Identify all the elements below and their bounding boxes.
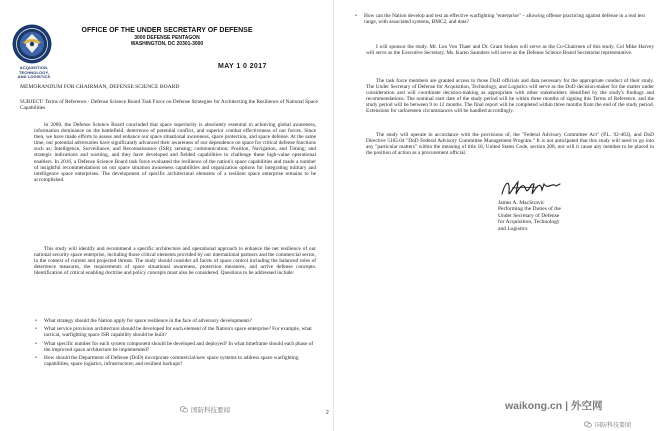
seal-caption-line: ACQUISITION, — [19, 65, 49, 70]
questions-list — [34, 318, 316, 369]
bullet-icon: • — [35, 355, 37, 362]
memo-subject: SUBJECT: Terms of Reference - Defense Science Board Task Force on Defense Strategies for Architecting the Resilience of National Space Capabilities — [20, 99, 318, 112]
wechat-icon — [180, 406, 188, 413]
memo-paragraph — [366, 44, 654, 56]
paragraph-text: I will sponsor the study. Mr. Lou Von Thaer and Dr. Grant Stokes will serve as the Co-Chairmen of this study. Col Mike Harvey will serve as the Executive Secretary. Ms. Karen Saunders will serve as the Defense Science Board Secretariat representative. — [366, 44, 654, 57]
handwritten-signature — [498, 176, 566, 200]
seal-caption-line: AND LOGISTICS — [17, 74, 51, 80]
memo-page-2 — [336, 0, 670, 431]
watermark-text: 国防科技要闻 — [191, 407, 230, 414]
list-item-text: How can the Nation develop and test an effective warfighting "enterprise" – allowing offense practicing against defense in a real test range, with associated systems, BMC2, and data? — [364, 13, 645, 26]
bullet-icon: • — [35, 326, 37, 333]
signer-title-line: Under Secretary of Defense — [498, 212, 560, 219]
list-item — [34, 341, 316, 353]
site-watermark: waikong.cn | 外空网 — [505, 400, 603, 412]
date-stamp: MAY 1 0 2017 — [218, 63, 267, 70]
dod-seal-icon — [12, 24, 52, 64]
list-item-text: How should the Department of Defense (DoD) incorporate commercial/new space systems to address space warfighting capabilities, space logistics, infrastructure, and resilient backups? — [44, 355, 299, 368]
paragraph-text: The study will operate in accordance with the provisions of, the "Federal Advisory Committee Act" (P.L. 92-463), and DoD Directive 5105.04 "DoD Federal Advisory Committee Management Program." It is not anticipated that this study will need to go into any "particular matters" within the meaning of title 18, United States Code, section 208, nor will it cause any member to be placed in the position of action as a procurement official. — [366, 132, 654, 157]
memo-paragraph — [366, 132, 654, 156]
memo-recipient: MEMORANDUM FOR CHAIRMAN, DEFENSE SCIENCE BOARD — [20, 84, 180, 90]
paragraph-text: The task force members are granted access to those DoD officials and data necessary for the appropriate conduct of their study. The Under Secretary of Defense for Acquisition, Technology, and Logistics will serve as the DoD decision-maker for the matter under consideration and will coordinate decision-making as appropriate with other stakeholders identified by the study's findings and recommendations. The nominal start date of the study period will be within three months of signing this Terms of Reference, and the study period will be between 9 to 12 months. The final report will be completed within three months from the end of the study period. Extensions for unforeseen circumstances will be handled accordingly. — [366, 78, 654, 115]
signer-title-line: Performing the Duties of the — [498, 206, 561, 213]
memo-paragraph — [366, 78, 654, 115]
paragraph-text: This study will identify and recommend a specific architecture and operational approach to enhance the net resilience of our national security space enterprise, including those critical elements provided by our international partners and the commercial sector, in the context of current and projected threats. The study should consider all facets of space control including the balanced roles of deterrence measures, the requirements of space situational awareness, protection measures, and active defense concepts. Identification of critical enabling doctrine and policy concepts must also be considered. Questions to be addressed include: — [34, 246, 316, 277]
list-item — [34, 355, 316, 367]
questions-list-continued — [354, 13, 654, 27]
list-item — [354, 13, 654, 25]
letterhead-office — [62, 26, 272, 47]
bullet-icon: • — [355, 13, 357, 19]
list-item-text: What strategy should the Nation apply for space resilience in the face of adversary developments? — [44, 318, 252, 324]
wechat-icon — [584, 421, 592, 428]
list-item — [34, 326, 316, 338]
bullet-icon: • — [35, 340, 37, 347]
list-item-text: What service provision architecture should be developed for each element of the Nation's space enterprise? For example, what tactical, warfighting space ISR capability should be built? — [44, 326, 312, 339]
office-address-line: 3000 DEFENSE PENTAGON — [134, 35, 200, 41]
memo-paragraph — [34, 122, 316, 183]
signer-title-line: for Acquisition, Technology — [498, 219, 560, 226]
office-seal-caption — [6, 66, 62, 80]
signer-name: James A. MacStravic — [498, 200, 545, 206]
signer-title-line: and Logistics — [498, 225, 528, 232]
memo-page-1 — [0, 0, 334, 431]
signature-block — [498, 200, 648, 232]
office-name: OFFICE OF THE UNDER SECRETARY OF DEFENSE — [81, 27, 253, 34]
watermark-text: 国防科技要闻 — [595, 423, 632, 429]
page-number: 2 — [326, 410, 329, 416]
wechat-watermark — [180, 405, 230, 414]
bullet-icon: • — [35, 318, 37, 324]
office-address-line: WASHINGTON, DC 20301-3000 — [130, 41, 204, 47]
seal-caption-line: TECHNOLOGY, — [19, 69, 49, 75]
list-item — [34, 318, 316, 324]
wechat-watermark — [584, 420, 631, 429]
paragraph-text: In 2000, the Defense Science Board concluded that space superiority is absolutely essential in achieving global awareness, information dominance on the battlefield, deterrence of potential conflict, and superior combat effectiveness of our forces. Since then, we have made efforts to assess and enhance our space situational awareness, space protection, and space defense. At the same time, our potential adversaries have significantly advanced their awareness of our dependence on space for critical defense functions such as; Intelligence, Surveillance, and Reconnaissance (ISR); sensing; communication; Position, Navigation, and Timing; and strategic indications and warning, and they have developed and fielded capabilities to challenge these high-value operational enablers. In 2016, a Defense Science Board task force evaluated the resilience of the nation's space capabilities and made a number of insightful recommendations on our space situation awareness capabilities and organization options for integrating military and intelligence space enterprises. The development of specific architectural elements of a resilient space enterprise remains to be accomplished. — [34, 122, 316, 183]
memo-paragraph — [34, 246, 316, 276]
list-item-text: What specific number for each system component should be developed and deployed? In what timeframe should each phase of the improved space architecture be implemented? — [44, 340, 314, 353]
